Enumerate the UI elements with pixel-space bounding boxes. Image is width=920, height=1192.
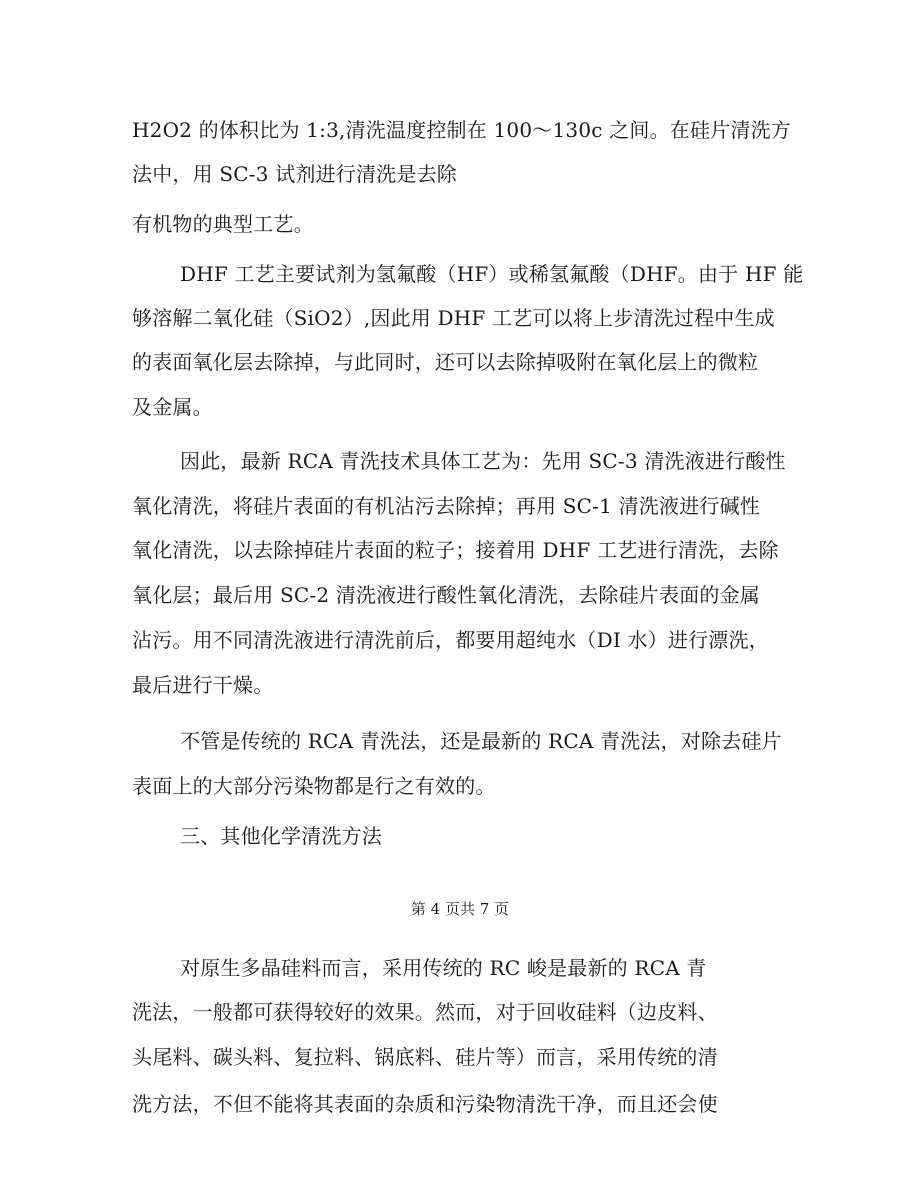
paragraph-2-line-2: 够溶解二氧化硅（SiO2）,因此用 DHF 工艺可以将上步清洗过程中生成 bbox=[132, 306, 775, 330]
paragraph-3-line-6: 最后进行干燥。 bbox=[132, 673, 274, 697]
paragraph-5-line-1: 对原生多晶硅料而言，采用传统的 RC 峻是最新的 RCA 青 bbox=[180, 956, 707, 980]
paragraph-1-line-3: 有机物的典型工艺。 bbox=[132, 212, 314, 236]
paragraph-3-line-5: 沾污。用不同清洗液进行清洗前后，都要用超纯水（DI 水）进行漂洗， bbox=[132, 628, 769, 652]
section-heading: 三、其他化学清洗方法 bbox=[180, 824, 382, 848]
paragraph-5-line-3: 头尾料、碳头料、复拉料、锅底料、硅片等）而言，采用传统的清 bbox=[132, 1045, 718, 1069]
paragraph-1-line-2: 法中，用 SC-3 试剂进行清洗是去除 bbox=[132, 162, 458, 186]
paragraph-1-line-1: H2O2 的体积比为 1:3,清洗温度控制在 100～130c 之间。在硅片清洗方 bbox=[132, 118, 792, 142]
page-number-footer: 第 4 页共 7 页 bbox=[410, 900, 510, 918]
paragraph-2-line-4: 及金属。 bbox=[132, 395, 213, 419]
paragraph-4-line-2: 表面上的大部分污染物都是行之有效的。 bbox=[132, 774, 496, 798]
paragraph-2-line-3: 的表面氧化层去除掉，与此同时，还可以去除掉吸附在氧化层上的微粒 bbox=[132, 350, 759, 374]
paragraph-4-line-1: 不管是传统的 RCA 青洗法，还是最新的 RCA 青洗法，对除去硅片 bbox=[180, 729, 782, 753]
paragraph-3-line-1: 因此，最新 RCA 青洗技术具体工艺为：先用 SC-3 清洗液进行酸性 bbox=[180, 449, 786, 473]
paragraph-2-line-1: DHF 工艺主要试剂为氢氟酸（HF）或稀氢氟酸（DHF。由于 HF 能 bbox=[180, 262, 804, 286]
paragraph-3-line-2: 氧化清洗，将硅片表面的有机沾污去除掉；再用 SC-1 清洗液进行碱性 bbox=[132, 494, 761, 518]
paragraph-3-line-3: 氧化清洗，以去除掉硅片表面的粒子；接着用 DHF 工艺进行清洗，去除 bbox=[132, 538, 779, 562]
paragraph-5-line-2: 洗法，一般都可获得较好的效果。然而，对于回收硅料（边皮料、 bbox=[132, 1000, 718, 1024]
paragraph-3-line-4: 氧化层；最后用 SC-2 清洗液进行酸性氧化清洗，去除硅片表面的金属 bbox=[132, 583, 761, 607]
paragraph-5-line-4: 洗方法，不但不能将其表面的杂质和污染物清洗干净，而且还会使 bbox=[132, 1092, 718, 1116]
